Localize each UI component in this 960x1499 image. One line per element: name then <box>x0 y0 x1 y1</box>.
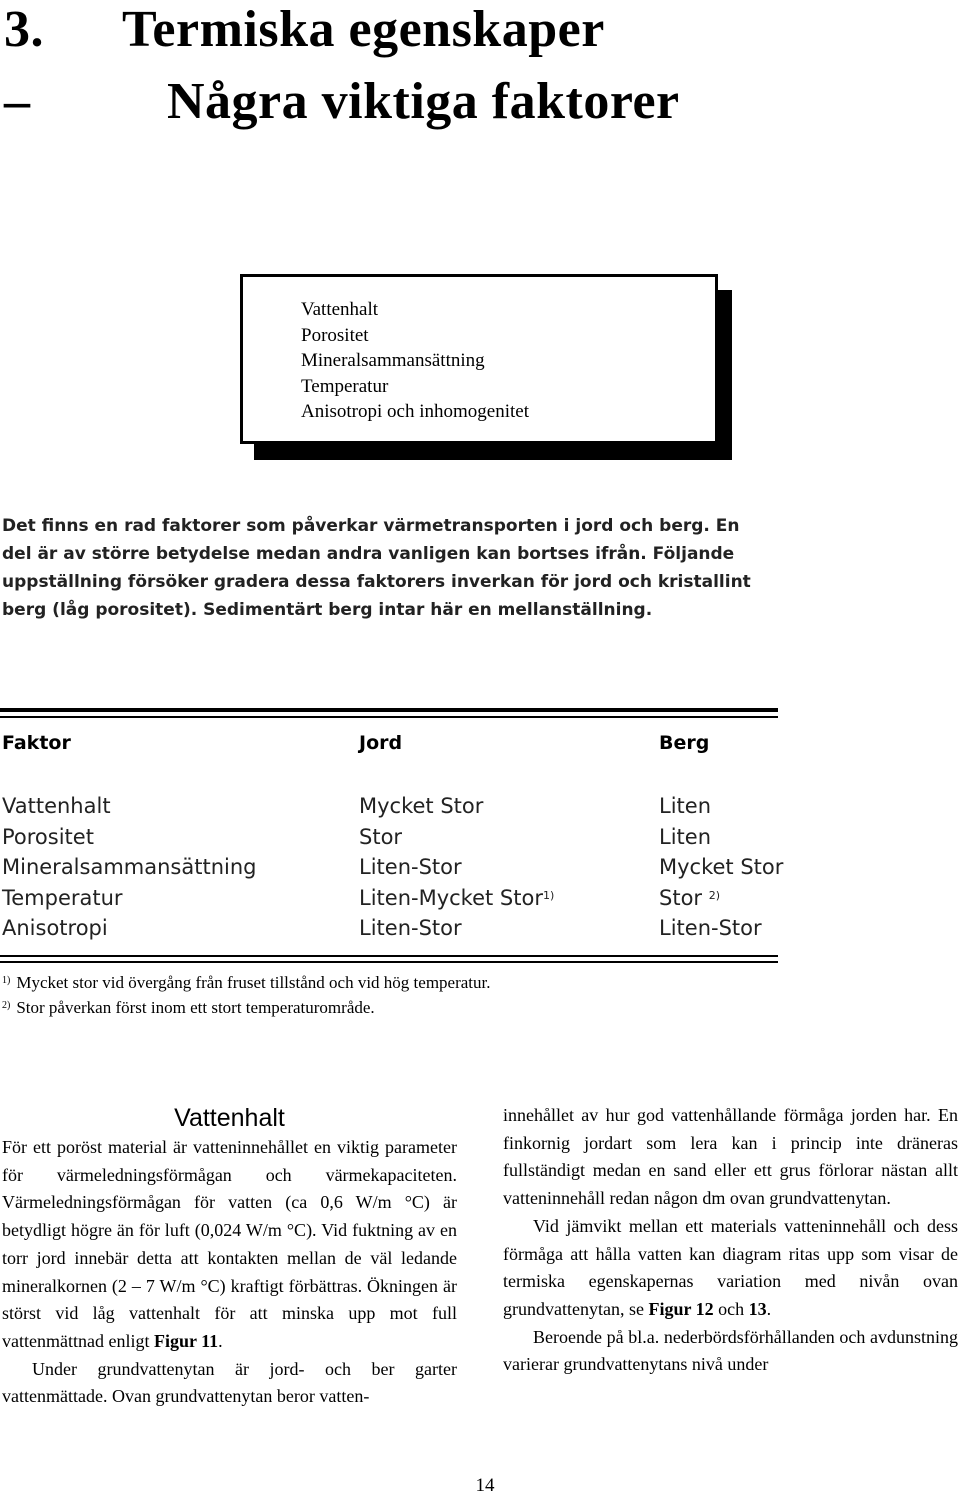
table-row <box>2 913 780 944</box>
cell-berg: Liten <box>659 794 711 818</box>
right-column <box>503 1102 958 1379</box>
paragraph: Vid jämvikt mellan ett materials vatteninnehåll och dess förmåga att hålla vatten kan diagram ritas upp som visar de termiska egenskapernas variation med nivån ovan grundvattenytan, se Figur 12 och 13. <box>503 1215 958 1319</box>
intro-paragraph: Det finns en rad faktorer som påverkar värmetransporten i jord och berg. En del är av större betydelse medan andra vanligen kan bortses ifrån. Följande uppställning försöker gradera dessa faktorers inverkan för jord och kristallint berg (låg porositet). Sedimentärt berg intar här en mellanställning. <box>2 516 751 620</box>
factor-list <box>301 297 529 425</box>
page-title-line-2 <box>4 72 680 132</box>
paragraph: Under grundvattenytan är jord- och ber garter vattenmättade. Ovan grundvattenytan beror vatten- <box>2 1358 457 1407</box>
figure-reference: Figur 11 <box>153 1330 219 1351</box>
figure-reference: 13 <box>748 1298 767 1319</box>
cell-faktor: Anisotropi <box>2 916 108 940</box>
factor-item: Mineralsammansättning <box>301 350 485 371</box>
table-row <box>2 822 780 853</box>
cell-jord: Liten-Mycket Stor$^{1)}$ <box>359 885 555 910</box>
footnote-1: $^{1)}$ Mycket stor vid övergång från fruset tillstånd och vid hög temperatur. <box>2 973 491 992</box>
page-title-line-1 <box>4 0 605 60</box>
factor-item: Temperatur <box>301 375 389 397</box>
cell-faktor: Temperatur <box>2 885 123 910</box>
footnote-ref: 2) <box>708 888 721 902</box>
factor-item: Anisotropi och inhomogenitet <box>301 401 529 422</box>
header-jord: Jord <box>359 732 403 754</box>
paragraph: Beroende på bl.a. nederbördsförhållanden och avdunstning varierar grundvattenytans nivå under <box>503 1326 958 1375</box>
table-top-rule-thin <box>0 716 778 718</box>
cell-jord: Liten-Stor <box>359 855 462 879</box>
cell-jord: Liten-Stor <box>359 916 462 940</box>
footnote-2: $^{2)}$ Stor påverkan först inom ett stort temperaturområde. <box>2 998 375 1017</box>
section-heading: Vattenhalt <box>174 1104 285 1132</box>
table-body <box>2 791 784 944</box>
table-row <box>2 852 784 883</box>
table-top-rule <box>0 708 778 712</box>
table-row <box>2 791 780 822</box>
cell-faktor: Porositet <box>2 824 94 849</box>
header-faktor: Faktor <box>2 732 71 754</box>
cell-berg: Mycket Stor <box>659 855 784 879</box>
cell-faktor: Vattenhalt <box>2 794 111 818</box>
table-header-row <box>2 732 780 762</box>
table-bottom-rule-2 <box>0 961 778 963</box>
header-berg: Berg <box>659 732 710 754</box>
table-header <box>2 732 780 762</box>
cell-jord: Stor <box>359 824 403 849</box>
factor-box <box>240 274 718 444</box>
cell-berg: Stor $^{2)}$ <box>659 885 721 910</box>
left-column <box>2 1102 457 1411</box>
factor-item: Porositet <box>301 324 369 346</box>
table-row <box>2 883 780 914</box>
figure-reference: Figur 12 <box>648 1298 714 1319</box>
title-dash: – <box>4 73 31 130</box>
table-footnotes <box>2 970 780 1020</box>
cell-jord: Mycket Stor <box>359 794 484 818</box>
cell-faktor: Mineralsammansättning <box>2 855 257 879</box>
chapter-number: 3. <box>4 1 44 58</box>
paragraph: innehållet av hur god vattenhållande förmåga jorden har. En finkornig jordart som lera kan i princip inte dräneras fullständigt medan en sand eller ett grus förlorar nästan allt vatteninnehåll redan någon dm ovan grundvattenytan. <box>503 1105 958 1209</box>
chapter-subtitle: Några viktiga faktorer <box>167 73 680 130</box>
paragraph: För ett poröst material är vatteninnehållet en viktig parameter för värmeledningsförmågan och värmekapaciteten. Värmeledningsförmågan för vatten (ca 0,6 W/m °C) är betydligt högre än för luft (0,024 W/m °C). Vid fuktning av en torr jord innebär detta att kontakten mellan de väl ledande mineralkornen (2 – 7 W/m °C) kraftigt förbättras. Ökningen är störst vid låg vattenhalt för att minska upp mot full vattenmättnad enligt Figur 11. <box>2 1137 457 1351</box>
factor-item: Vattenhalt <box>301 299 379 320</box>
table-bottom-rule <box>0 955 778 957</box>
footnote-ref: 1) <box>542 888 555 902</box>
page-number: 14 <box>475 1475 495 1496</box>
cell-berg: Liten-Stor <box>659 916 762 940</box>
cell-berg: Liten <box>659 824 711 849</box>
chapter-title: Termiska egenskaper <box>122 1 605 58</box>
